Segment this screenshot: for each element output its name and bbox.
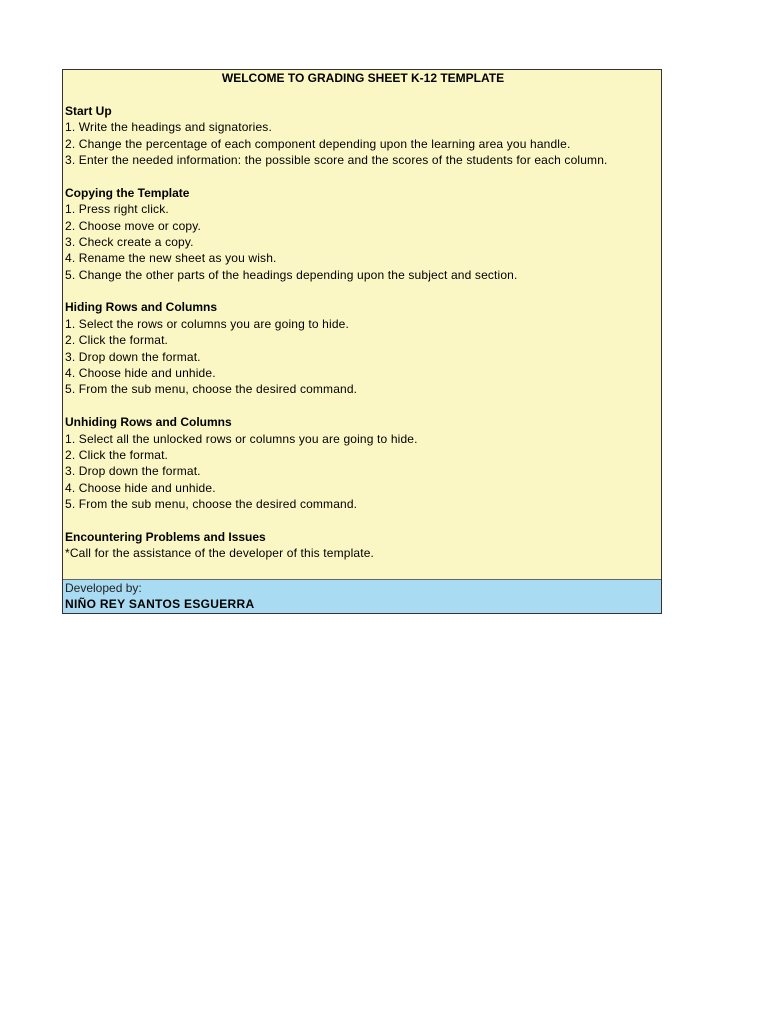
developed-by-label: Developed by: <box>65 581 142 596</box>
instruction-line: 2. Click the format. <box>65 447 169 462</box>
instruction-line: *Call for the assistance of the developer of this template. <box>65 546 375 561</box>
blank-row <box>65 86 661 102</box>
section-heading: Hiding Rows and Columns <box>65 300 217 315</box>
section-heading: Start Up <box>65 103 112 118</box>
developer-name: NIÑO REY SANTOS ESGUERRA <box>65 597 255 612</box>
instruction-line: 5. Change the other parts of the headings depending upon the subject and section. <box>65 267 518 282</box>
instruction-line: 3. Enter the needed information: the possible score and the scores of the students for each column. <box>65 152 608 167</box>
instruction-line: 5. From the sub menu, choose the desired command. <box>65 382 358 397</box>
instruction-line: 3. Drop down the format. <box>65 349 201 364</box>
section-heading: Encountering Problems and Issues <box>65 529 266 544</box>
section-heading: Copying the Template <box>65 185 190 200</box>
instruction-line: 3. Drop down the format. <box>65 464 201 479</box>
instruction-line: 1. Press right click. <box>65 202 169 217</box>
blank-row <box>65 283 661 299</box>
instruction-line: 2. Click the format. <box>65 333 169 348</box>
instruction-line: 2. Choose move or copy. <box>65 218 201 233</box>
instruction-line: 4. Rename the new sheet as you wish. <box>65 251 277 266</box>
section-heading: Unhiding Rows and Columns <box>65 415 232 430</box>
blank-row <box>65 513 661 529</box>
sheet-title: WELCOME TO GRADING SHEET K-12 TEMPLATE <box>221 71 505 85</box>
instruction-line: 4. Choose hide and unhide. <box>65 366 216 381</box>
section-unhiding-rows-columns <box>65 414 661 512</box>
instruction-line: 1. Write the headings and signatories. <box>65 120 272 135</box>
grading-sheet-instructions <box>62 69 662 614</box>
instruction-line: 1. Select all the unlocked rows or columns you are going to hide. <box>65 431 418 446</box>
section-start-up <box>65 103 661 169</box>
section-problems-issues <box>65 529 661 562</box>
instruction-line: 2. Change the percentage of each component depending upon the learning area you handle. <box>65 136 571 151</box>
instructions-panel <box>63 70 661 579</box>
blank-row <box>65 168 661 184</box>
instruction-line: 4. Choose hide and unhide. <box>65 480 216 495</box>
blank-row <box>65 562 661 578</box>
instruction-line: 5. From the sub menu, choose the desired command. <box>65 497 358 512</box>
developer-footer <box>63 579 661 613</box>
instruction-line: 3. Check create a copy. <box>65 234 194 249</box>
section-hiding-rows-columns <box>65 299 661 397</box>
instruction-line: 1. Select the rows or columns you are going to hide. <box>65 316 349 331</box>
blank-row <box>65 398 661 414</box>
section-copying-template <box>65 185 661 283</box>
